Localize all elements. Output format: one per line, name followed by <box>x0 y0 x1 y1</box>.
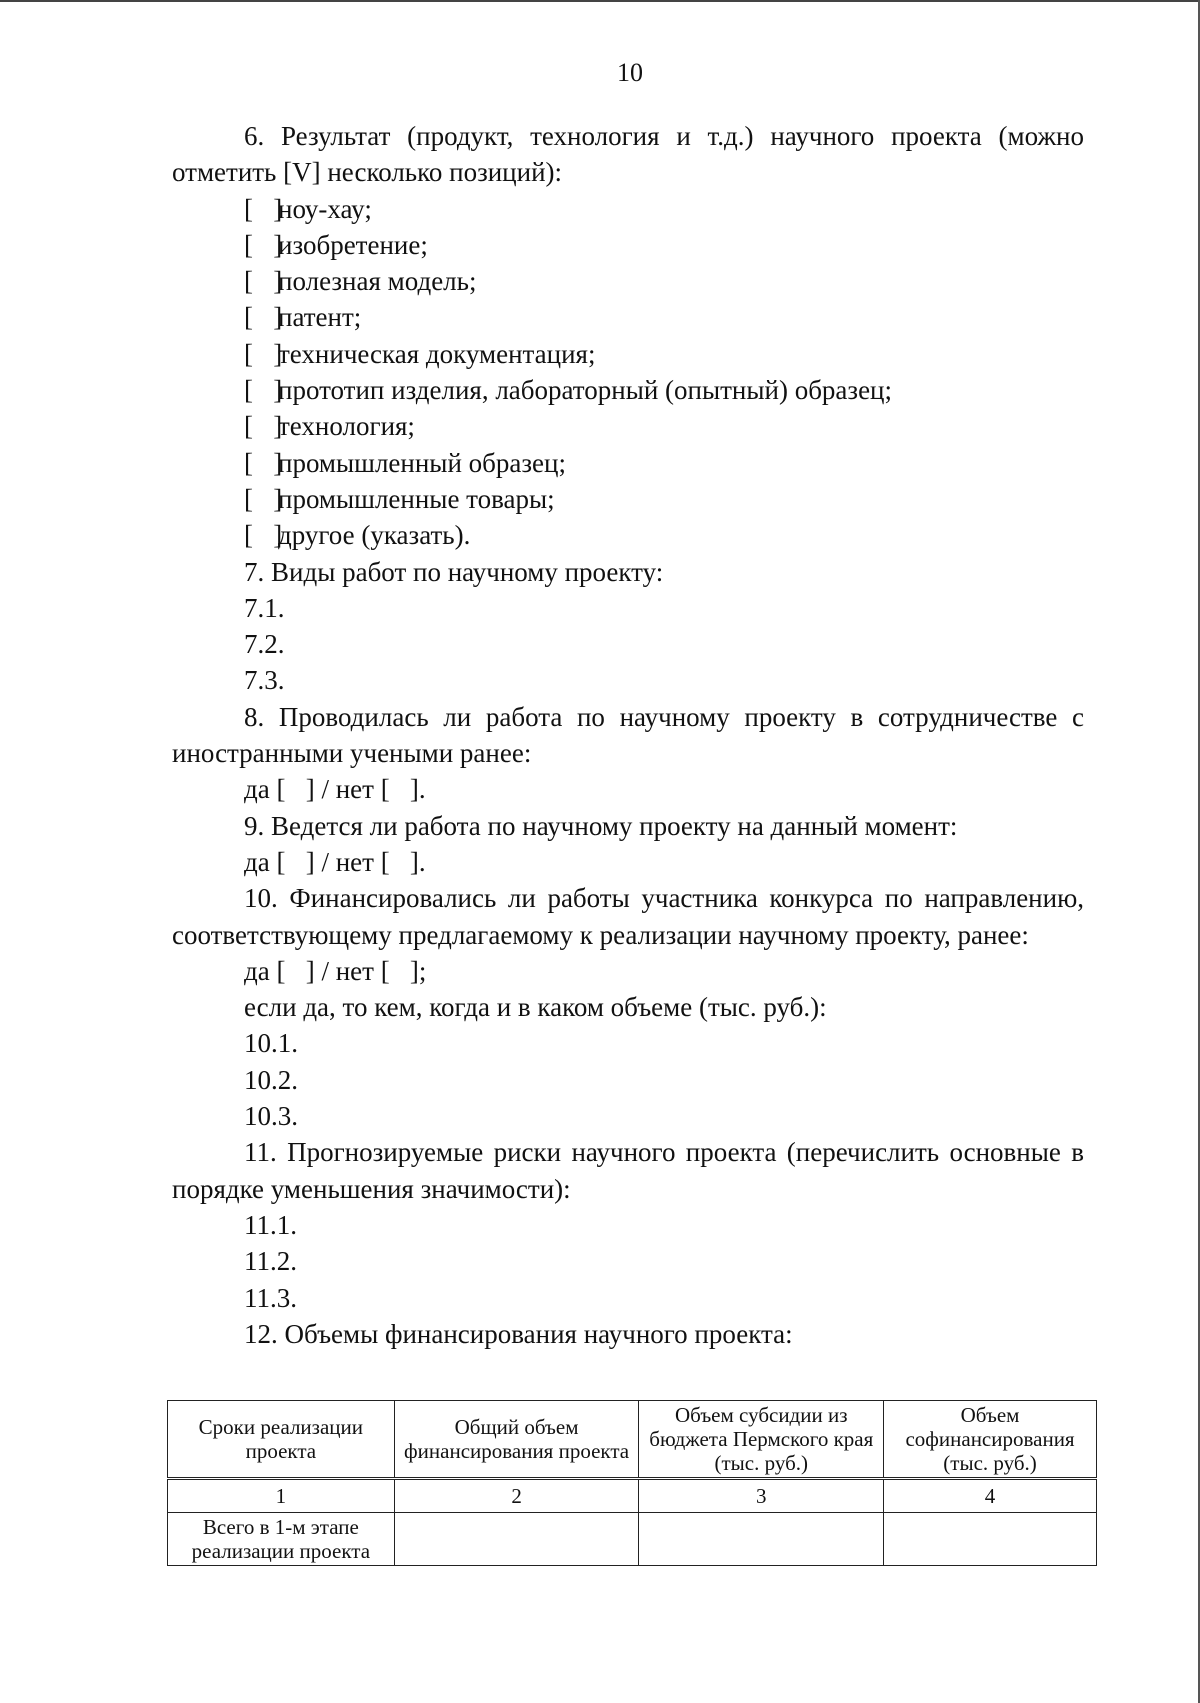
section-10-item[interactable]: 10.2. <box>244 1064 298 1095</box>
option-label: ноу-хау; <box>278 193 372 224</box>
column-number: 3 <box>639 1479 884 1513</box>
table-header-cell: Сроки реализации проекта <box>168 1401 395 1479</box>
checkbox[interactable]: [ ] <box>244 266 283 297</box>
option-item <box>172 299 1084 335</box>
document-body <box>172 118 1084 1352</box>
option-label: патент; <box>278 302 362 333</box>
row-label: Всего в 1-м этапе реализации проекта <box>168 1513 395 1566</box>
section-8-question: 8. Проводилась ли работа по научному проекту в сотрудничестве с иностранными учеными ранее: <box>172 701 1084 769</box>
section-6-intro: 6. Результат (продукт, технология и т.д.) научного проекта (можно отметить [V] несколько позиций): <box>172 121 1084 188</box>
option-item <box>172 263 1084 299</box>
section-9-answer[interactable]: да [ ] / нет [ ]. <box>244 846 426 877</box>
section-11-title: 11. Прогнозируемые риски научного проекта (перечислить основные в порядке уменьшения значимости): <box>172 1137 1084 1204</box>
section-8-answer[interactable]: да [ ] / нет [ ]. <box>244 774 426 805</box>
option-label: техническая документация; <box>278 338 596 369</box>
table-row <box>168 1513 1097 1566</box>
checkbox[interactable]: [ ] <box>244 302 283 333</box>
checkbox[interactable]: [ ] <box>244 229 283 260</box>
section-7-item[interactable]: 7.2. <box>244 629 285 660</box>
option-item <box>172 445 1084 481</box>
checkbox[interactable]: [ ] <box>244 520 283 551</box>
option-label: технология; <box>278 411 415 442</box>
checkbox[interactable]: [ ] <box>244 411 283 442</box>
table-header-row <box>168 1401 1097 1479</box>
section-6-options <box>172 191 1084 554</box>
section-10-item[interactable]: 10.3. <box>244 1101 298 1132</box>
financing-table <box>167 1400 1097 1566</box>
option-label: прототип изделия, лабораторный (опытный) образец; <box>278 375 893 406</box>
option-item <box>172 517 1084 553</box>
option-label: промышленный образец; <box>278 447 566 478</box>
section-11-item[interactable]: 11.2. <box>244 1246 297 1277</box>
option-item <box>172 191 1084 227</box>
page-number: 10 <box>617 58 643 87</box>
option-item <box>172 481 1084 517</box>
section-9-question: 9. Ведется ли работа по научному проекту на данный момент: <box>244 810 958 841</box>
section-12-title: 12. Объемы финансирования научного проекта: <box>244 1318 793 1349</box>
scan-edge-top <box>0 0 1200 2</box>
section-11-item[interactable]: 11.1. <box>244 1209 297 1240</box>
table-column-number-row <box>168 1479 1097 1513</box>
checkbox[interactable]: [ ] <box>244 193 283 224</box>
table-cell[interactable] <box>639 1513 884 1566</box>
section-7-item[interactable]: 7.1. <box>244 592 285 623</box>
option-item <box>172 372 1084 408</box>
section-7-title: 7. Виды работ по научному проекту: <box>244 556 664 587</box>
checkbox[interactable]: [ ] <box>244 447 283 478</box>
section-11-item[interactable]: 11.3. <box>244 1282 297 1313</box>
option-label: изобретение; <box>278 229 428 260</box>
section-7-item[interactable]: 7.3. <box>244 665 285 696</box>
option-label: полезная модель; <box>278 266 477 297</box>
table-header-cell: Общий объем финансирования проекта <box>394 1401 639 1479</box>
option-label: другое (указать). <box>278 520 471 551</box>
column-number: 1 <box>168 1479 395 1513</box>
checkbox[interactable]: [ ] <box>244 338 283 369</box>
column-number: 2 <box>394 1479 639 1513</box>
option-item <box>172 227 1084 263</box>
checkbox[interactable]: [ ] <box>244 375 283 406</box>
option-item <box>172 336 1084 372</box>
checkbox[interactable]: [ ] <box>244 483 283 514</box>
table-cell[interactable] <box>884 1513 1097 1566</box>
table-cell[interactable] <box>394 1513 639 1566</box>
section-10-answer[interactable]: да [ ] / нет [ ]; <box>244 955 427 986</box>
section-10-question: 10. Финансировались ли работы участника конкурса по направлению, соответствующему предлагаемому к реализации научному проекту, ранее: <box>172 883 1084 950</box>
column-number: 4 <box>884 1479 1097 1513</box>
table-header-cell: Объем софинансирования (тыс. руб.) <box>884 1401 1097 1479</box>
section-10-item[interactable]: 10.1. <box>244 1028 298 1059</box>
option-label: промышленные товары; <box>278 483 555 514</box>
option-item <box>172 408 1084 444</box>
table-header-cell: Объем субсидии из бюджета Пермского края (тыс. руб.) <box>639 1401 884 1479</box>
section-10-followup: если да, то кем, когда и в каком объеме (тыс. руб.): <box>244 992 827 1023</box>
